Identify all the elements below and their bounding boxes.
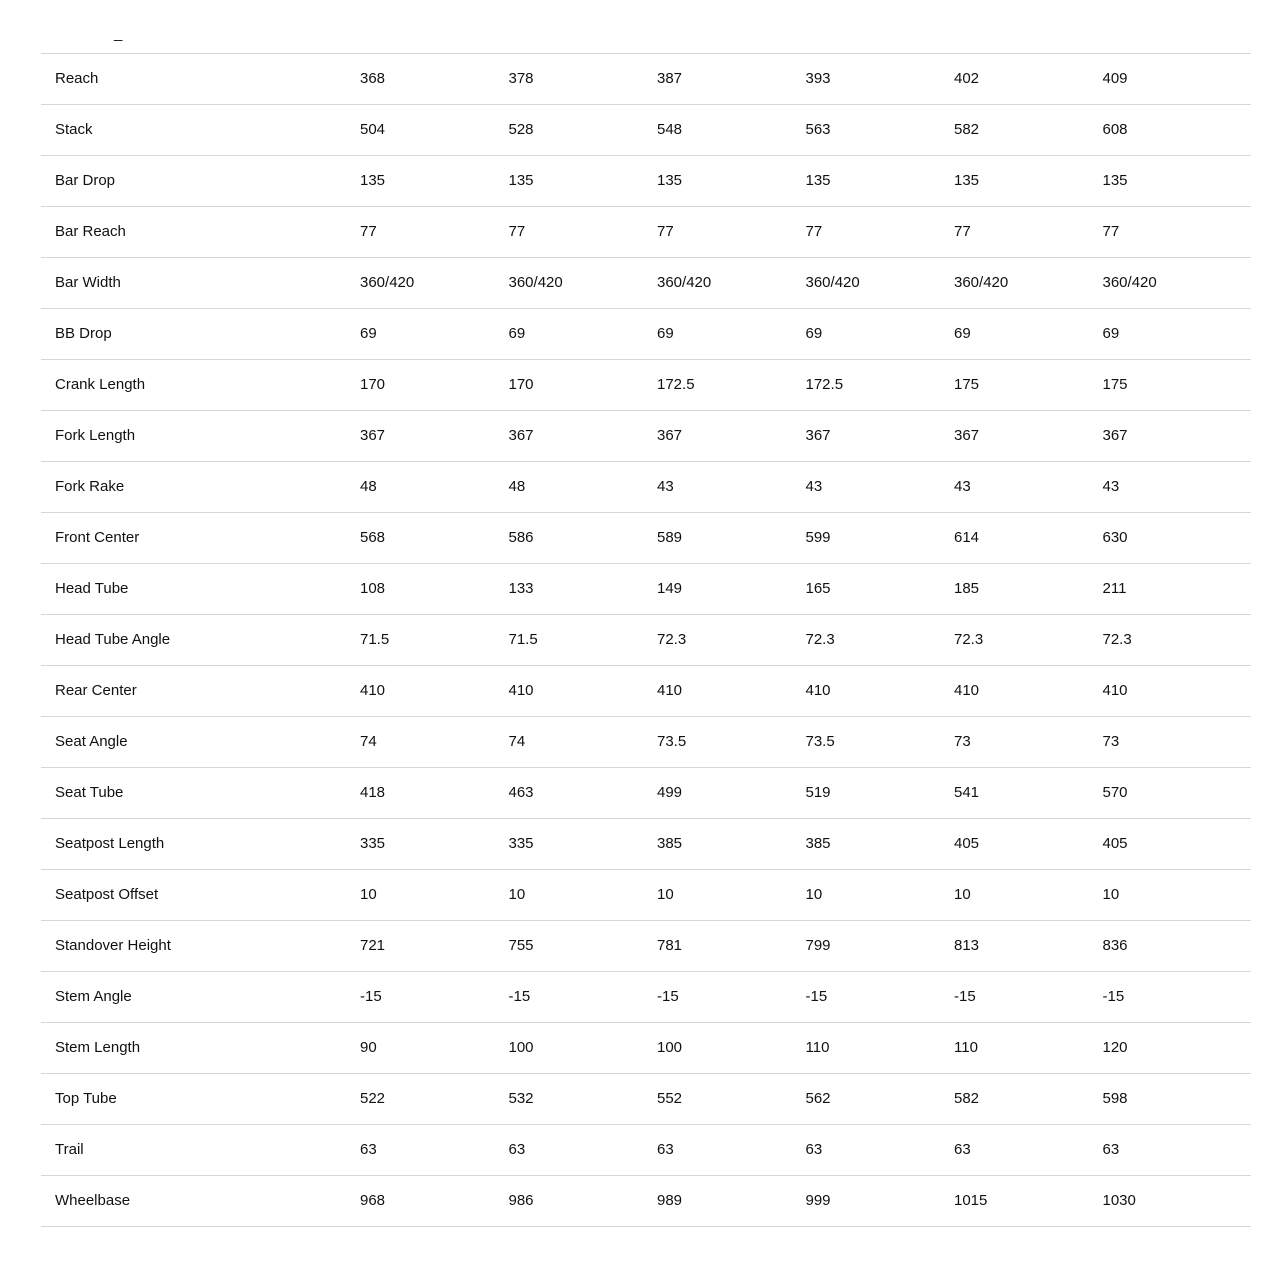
- row-label: Seat Angle: [41, 717, 360, 768]
- size-value-cell: 367: [657, 411, 806, 462]
- size-value-cell: 522: [360, 1074, 509, 1125]
- table-row: [41, 156, 1251, 207]
- row-label: Rear Center: [41, 666, 360, 717]
- size-value-cell: 63: [806, 1125, 955, 1176]
- size-value-cell: 71.5: [360, 615, 509, 666]
- row-label: Stem Angle: [41, 972, 360, 1023]
- size-value-cell: 589: [657, 513, 806, 564]
- size-value-cell: 418: [360, 768, 509, 819]
- size-value-cell: 721: [360, 921, 509, 972]
- table-row: [41, 666, 1251, 717]
- size-value-cell: 813: [954, 921, 1103, 972]
- table-row: [41, 462, 1251, 513]
- size-value-cell: -15: [806, 972, 955, 1023]
- row-label: Bar Width: [41, 258, 360, 309]
- size-value-cell: 175: [954, 360, 1103, 411]
- row-label: Front Center: [41, 513, 360, 564]
- row-label: Seatpost Length: [41, 819, 360, 870]
- size-value-cell: 63: [360, 1125, 509, 1176]
- row-label: Crank Length: [41, 360, 360, 411]
- size-value-cell: 393: [806, 54, 955, 105]
- size-value-cell: 69: [1103, 309, 1252, 360]
- size-value-cell: 48: [509, 462, 658, 513]
- size-value-cell: 504: [360, 105, 509, 156]
- size-value-cell: 532: [509, 1074, 658, 1125]
- size-value-cell: 10: [360, 870, 509, 921]
- table-row: [41, 54, 1251, 105]
- size-value-cell: 360/420: [954, 258, 1103, 309]
- size-value-cell: 72.3: [657, 615, 806, 666]
- size-value-cell: 175: [1103, 360, 1252, 411]
- size-value-cell: 72.3: [806, 615, 955, 666]
- size-value-cell: -15: [657, 972, 806, 1023]
- size-value-cell: 986: [509, 1176, 658, 1227]
- size-value-cell: 519: [806, 768, 955, 819]
- size-value-cell: 1015: [954, 1176, 1103, 1227]
- table-row: [41, 921, 1251, 972]
- row-label: Bar Drop: [41, 156, 360, 207]
- size-value-cell: 562: [806, 1074, 955, 1125]
- row-label: Seatpost Offset: [41, 870, 360, 921]
- size-value-cell: 63: [1103, 1125, 1252, 1176]
- size-value-cell: -15: [509, 972, 658, 1023]
- size-value-cell: 335: [509, 819, 658, 870]
- row-label: Bar Reach: [41, 207, 360, 258]
- size-value-cell: 405: [954, 819, 1103, 870]
- size-value-cell: 528: [509, 105, 658, 156]
- size-value-cell: 463: [509, 768, 658, 819]
- row-label: Stack: [41, 105, 360, 156]
- size-value-cell: 10: [657, 870, 806, 921]
- table-row: [41, 105, 1251, 156]
- size-value-cell: 135: [954, 156, 1103, 207]
- table-row: [41, 360, 1251, 411]
- table-row: [41, 411, 1251, 462]
- table-row: [41, 1125, 1251, 1176]
- size-value-cell: 74: [509, 717, 658, 768]
- size-value-cell: 185: [954, 564, 1103, 615]
- size-value-cell: 73.5: [657, 717, 806, 768]
- size-value-cell: 63: [509, 1125, 658, 1176]
- table-row: [41, 513, 1251, 564]
- row-label: Head Tube: [41, 564, 360, 615]
- size-value-cell: 73.5: [806, 717, 955, 768]
- size-value-cell: 614: [954, 513, 1103, 564]
- size-value-cell: 10: [1103, 870, 1252, 921]
- size-value-cell: 133: [509, 564, 658, 615]
- size-value-cell: 385: [657, 819, 806, 870]
- row-label: Head Tube Angle: [41, 615, 360, 666]
- row-label: Top Tube: [41, 1074, 360, 1125]
- size-value-cell: 1030: [1103, 1176, 1252, 1227]
- size-value-cell: 570: [1103, 768, 1252, 819]
- size-value-cell: 368: [360, 54, 509, 105]
- size-value-cell: 335: [360, 819, 509, 870]
- size-value-cell: 63: [954, 1125, 1103, 1176]
- size-value-cell: 402: [954, 54, 1103, 105]
- size-value-cell: 548: [657, 105, 806, 156]
- size-value-cell: 90: [360, 1023, 509, 1074]
- size-value-cell: -15: [360, 972, 509, 1023]
- size-value-cell: 630: [1103, 513, 1252, 564]
- size-value-cell: 108: [360, 564, 509, 615]
- size-value-cell: 100: [657, 1023, 806, 1074]
- size-value-cell: 385: [806, 819, 955, 870]
- size-value-cell: -15: [1103, 972, 1252, 1023]
- size-value-cell: 410: [657, 666, 806, 717]
- table-row: [41, 768, 1251, 819]
- size-value-cell: 10: [509, 870, 658, 921]
- size-value-cell: 77: [1103, 207, 1252, 258]
- size-value-cell: 69: [360, 309, 509, 360]
- size-value-cell: 367: [954, 411, 1103, 462]
- row-label: Standover Height: [41, 921, 360, 972]
- geometry-table: [41, 53, 1251, 1227]
- table-row: [41, 309, 1251, 360]
- row-label: BB Drop: [41, 309, 360, 360]
- size-value-cell: 69: [806, 309, 955, 360]
- size-value-cell: 135: [657, 156, 806, 207]
- table-row: [41, 258, 1251, 309]
- size-value-cell: 43: [954, 462, 1103, 513]
- size-value-cell: 410: [954, 666, 1103, 717]
- size-value-cell: 165: [806, 564, 955, 615]
- table-row: [41, 207, 1251, 258]
- size-value-cell: 599: [806, 513, 955, 564]
- size-value-cell: 73: [954, 717, 1103, 768]
- size-value-cell: 360/420: [806, 258, 955, 309]
- size-value-cell: 43: [1103, 462, 1252, 513]
- size-value-cell: 552: [657, 1074, 806, 1125]
- size-value-cell: 69: [509, 309, 658, 360]
- size-value-cell: 405: [1103, 819, 1252, 870]
- row-label: Wheelbase: [41, 1176, 360, 1227]
- size-value-cell: 409: [1103, 54, 1252, 105]
- clipped-header-fragment: _: [114, 25, 123, 42]
- row-label: Seat Tube: [41, 768, 360, 819]
- table-row: [41, 615, 1251, 666]
- size-value-cell: 360/420: [657, 258, 806, 309]
- size-value-cell: 72.3: [954, 615, 1103, 666]
- size-value-cell: 568: [360, 513, 509, 564]
- size-value-cell: 135: [1103, 156, 1252, 207]
- size-value-cell: 172.5: [657, 360, 806, 411]
- size-value-cell: 410: [360, 666, 509, 717]
- size-value-cell: 71.5: [509, 615, 658, 666]
- size-value-cell: -15: [954, 972, 1103, 1023]
- size-value-cell: 598: [1103, 1074, 1252, 1125]
- geometry-table-body: [41, 54, 1251, 1227]
- row-label: Trail: [41, 1125, 360, 1176]
- table-row: [41, 564, 1251, 615]
- size-value-cell: 836: [1103, 921, 1252, 972]
- size-value-cell: 378: [509, 54, 658, 105]
- size-value-cell: 72.3: [1103, 615, 1252, 666]
- size-value-cell: 360/420: [1103, 258, 1252, 309]
- size-value-cell: 77: [657, 207, 806, 258]
- table-row: [41, 972, 1251, 1023]
- size-value-cell: 360/420: [509, 258, 658, 309]
- size-value-cell: 77: [806, 207, 955, 258]
- size-value-cell: 781: [657, 921, 806, 972]
- table-row: [41, 819, 1251, 870]
- size-value-cell: 77: [360, 207, 509, 258]
- size-value-cell: 582: [954, 105, 1103, 156]
- row-label: Stem Length: [41, 1023, 360, 1074]
- table-row: [41, 1176, 1251, 1227]
- size-value-cell: 586: [509, 513, 658, 564]
- size-value-cell: 73: [1103, 717, 1252, 768]
- size-value-cell: 799: [806, 921, 955, 972]
- size-value-cell: 63: [657, 1125, 806, 1176]
- size-value-cell: 170: [360, 360, 509, 411]
- size-value-cell: 211: [1103, 564, 1252, 615]
- size-value-cell: 582: [954, 1074, 1103, 1125]
- size-value-cell: 149: [657, 564, 806, 615]
- size-value-cell: 410: [806, 666, 955, 717]
- table-row: [41, 1023, 1251, 1074]
- size-value-cell: 10: [954, 870, 1103, 921]
- size-value-cell: 69: [954, 309, 1103, 360]
- size-value-cell: 608: [1103, 105, 1252, 156]
- table-row: [41, 1074, 1251, 1125]
- size-value-cell: 77: [954, 207, 1103, 258]
- size-value-cell: 110: [954, 1023, 1103, 1074]
- size-value-cell: 135: [509, 156, 658, 207]
- row-label: Fork Length: [41, 411, 360, 462]
- size-value-cell: 989: [657, 1176, 806, 1227]
- size-value-cell: 541: [954, 768, 1103, 819]
- size-value-cell: 110: [806, 1023, 955, 1074]
- size-value-cell: 367: [806, 411, 955, 462]
- size-value-cell: 170: [509, 360, 658, 411]
- size-value-cell: 968: [360, 1176, 509, 1227]
- size-value-cell: 43: [657, 462, 806, 513]
- size-value-cell: 135: [360, 156, 509, 207]
- size-value-cell: 10: [806, 870, 955, 921]
- size-value-cell: 367: [509, 411, 658, 462]
- size-value-cell: 120: [1103, 1023, 1252, 1074]
- table-row: [41, 870, 1251, 921]
- size-value-cell: 367: [1103, 411, 1252, 462]
- size-value-cell: 48: [360, 462, 509, 513]
- size-value-cell: 999: [806, 1176, 955, 1227]
- size-value-cell: 135: [806, 156, 955, 207]
- size-value-cell: 74: [360, 717, 509, 768]
- size-value-cell: 387: [657, 54, 806, 105]
- size-value-cell: 563: [806, 105, 955, 156]
- size-value-cell: 755: [509, 921, 658, 972]
- size-value-cell: 172.5: [806, 360, 955, 411]
- size-value-cell: 43: [806, 462, 955, 513]
- size-value-cell: 100: [509, 1023, 658, 1074]
- size-value-cell: 360/420: [360, 258, 509, 309]
- size-value-cell: 499: [657, 768, 806, 819]
- size-value-cell: 410: [1103, 666, 1252, 717]
- size-value-cell: 77: [509, 207, 658, 258]
- row-label: Reach: [41, 54, 360, 105]
- size-value-cell: 410: [509, 666, 658, 717]
- table-row: [41, 717, 1251, 768]
- size-value-cell: 69: [657, 309, 806, 360]
- row-label: Fork Rake: [41, 462, 360, 513]
- size-value-cell: 367: [360, 411, 509, 462]
